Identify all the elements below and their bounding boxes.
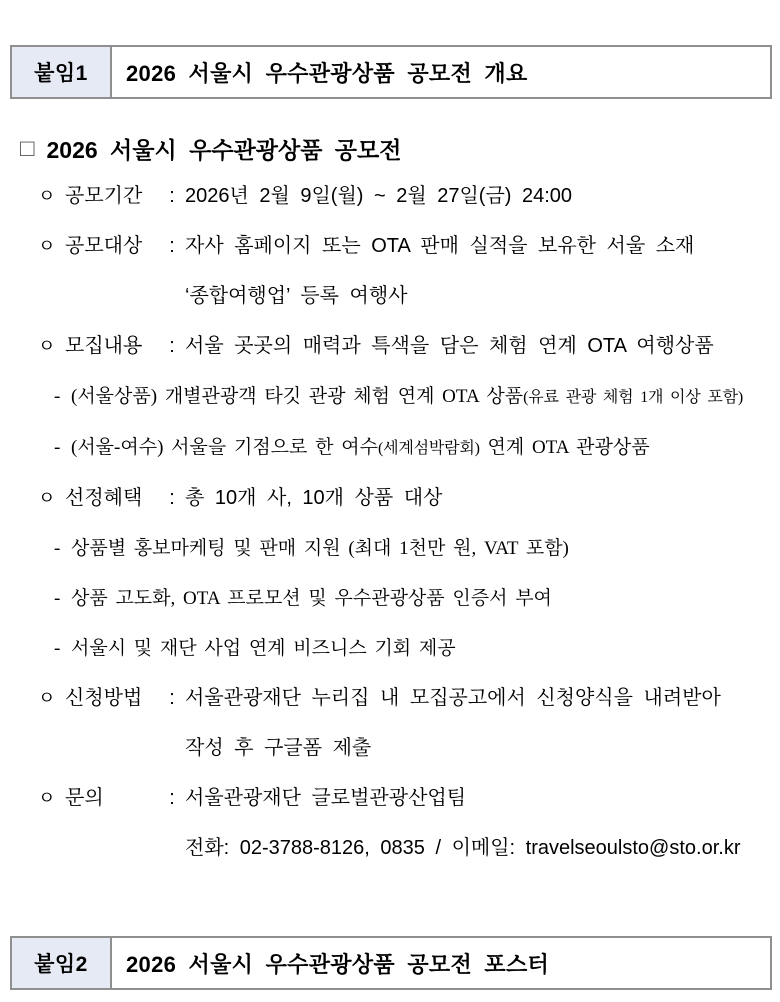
line-benefit-sub1 xyxy=(10,535,772,562)
label-apply: 신청방법 xyxy=(65,687,143,709)
line-recruit-sub-yeosu xyxy=(10,434,772,462)
sub-text-note: (유료 관광 체험 1개 이상 포함) xyxy=(523,389,743,406)
text-apply: 서울관광재단 누리집 내 모집공고에서 신청양식을 내려받아 xyxy=(185,687,721,709)
text-benefit: 총 10개 사, 10개 상품 대상 xyxy=(185,487,443,509)
text-period: 2026년 2월 9일(월) ~ 2월 27일(금) 24:00 xyxy=(185,185,573,207)
colon-separator: : xyxy=(169,235,175,257)
text-recruit-sub-seoul xyxy=(71,383,772,411)
attachment2-title: 2026 서울시 우수관광상품 공모전 포스터 xyxy=(126,951,550,977)
circle-bullet-icon: ㅇ xyxy=(38,336,56,356)
line-benefit-sub3 xyxy=(10,635,772,662)
line-apply xyxy=(10,685,772,712)
line-contact xyxy=(10,785,772,812)
label-contact: 문의 xyxy=(65,787,104,809)
dash-bullet-icon: - xyxy=(54,638,61,659)
text-benefit-sub3: 서울시 및 재단 사업 연계 비즈니스 기회 제공 xyxy=(71,638,456,659)
label-target: 공모대상 xyxy=(65,235,143,257)
label-period: 공모기간 xyxy=(65,185,143,207)
text-benefit-sub2: 상품 고도화, OTA 프로모션 및 우수관광상품 인증서 부여 xyxy=(71,588,552,609)
circle-bullet-icon: ㅇ xyxy=(38,788,56,808)
section-heading xyxy=(20,133,772,164)
circle-bullet-icon: ㅇ xyxy=(38,236,56,256)
dash-bullet-icon: - xyxy=(54,538,61,559)
line-benefit-sub2 xyxy=(10,585,772,612)
colon-separator: : xyxy=(169,787,175,809)
colon-separator: : xyxy=(169,335,175,357)
line-recruit xyxy=(10,333,772,360)
attachment2-section xyxy=(10,936,772,990)
sub-text-tail: 연계 OTA 관광상품 xyxy=(479,437,650,458)
dash-bullet-icon: - xyxy=(54,588,61,609)
text-contact: 서울관광재단 글로벌관광산업팀 xyxy=(185,787,467,809)
attachment1-header-box xyxy=(10,45,772,99)
text-target: 자사 홈페이지 또는 OTA 판매 실적을 보유한 서울 소재 xyxy=(185,235,695,257)
colon-separator: : xyxy=(169,687,175,709)
attachment2-tag-badge: 붙임2 xyxy=(12,938,112,988)
circle-bullet-icon: ㅇ xyxy=(38,688,56,708)
line-apply-continuation xyxy=(10,735,772,762)
sub-text-main: (서울-여수) 서울을 기점으로 한 여수 xyxy=(71,437,378,458)
text-target-continuation: ‘종합여행업’ 등록 여행사 xyxy=(185,285,408,307)
line-benefit xyxy=(10,485,772,512)
text-recruit-sub-yeosu xyxy=(71,434,772,462)
line-recruit-sub-seoul xyxy=(10,383,772,411)
attachment2-header-box xyxy=(10,936,772,990)
dash-bullet-icon: - xyxy=(54,386,61,407)
label-recruit: 모집내용 xyxy=(65,335,143,357)
sub-text-main: (서울상품) 개별관광객 타깃 관광 체험 연계 OTA 상품 xyxy=(71,386,524,407)
colon-separator: : xyxy=(169,487,175,509)
document-body xyxy=(10,183,772,862)
line-target xyxy=(10,233,772,260)
line-contact-phone-email xyxy=(10,835,772,862)
text-benefit-sub1: 상품별 홍보마케팅 및 판매 지원 (최대 1천만 원, VAT 포함) xyxy=(71,538,569,559)
attachment1-tag-badge: 붙임1 xyxy=(12,47,112,97)
sub-text-note: (세계섬박람회) xyxy=(377,440,480,457)
line-target-continuation xyxy=(10,283,772,310)
text-contact-phone-email: 전화: 02-3788-8126, 0835 / 이메일: travelseoulsto@sto.or.kr xyxy=(185,837,741,859)
colon-separator: : xyxy=(169,185,175,207)
label-benefit: 선정혜택 xyxy=(65,487,143,509)
text-recruit: 서울 곳곳의 매력과 특색을 담은 체험 연계 OTA 여행상품 xyxy=(185,335,714,357)
dash-bullet-icon: - xyxy=(54,437,61,458)
circle-bullet-icon: ㅇ xyxy=(38,186,56,206)
square-bullet-icon: □ xyxy=(20,134,35,162)
attachment1-title: 2026 서울시 우수관광상품 공모전 개요 xyxy=(126,60,528,86)
circle-bullet-icon: ㅇ xyxy=(38,488,56,508)
line-period xyxy=(10,183,772,210)
text-apply-continuation: 작성 후 구글폼 제출 xyxy=(185,737,372,759)
section-title: 2026 서울시 우수관광상품 공모전 xyxy=(46,137,402,163)
